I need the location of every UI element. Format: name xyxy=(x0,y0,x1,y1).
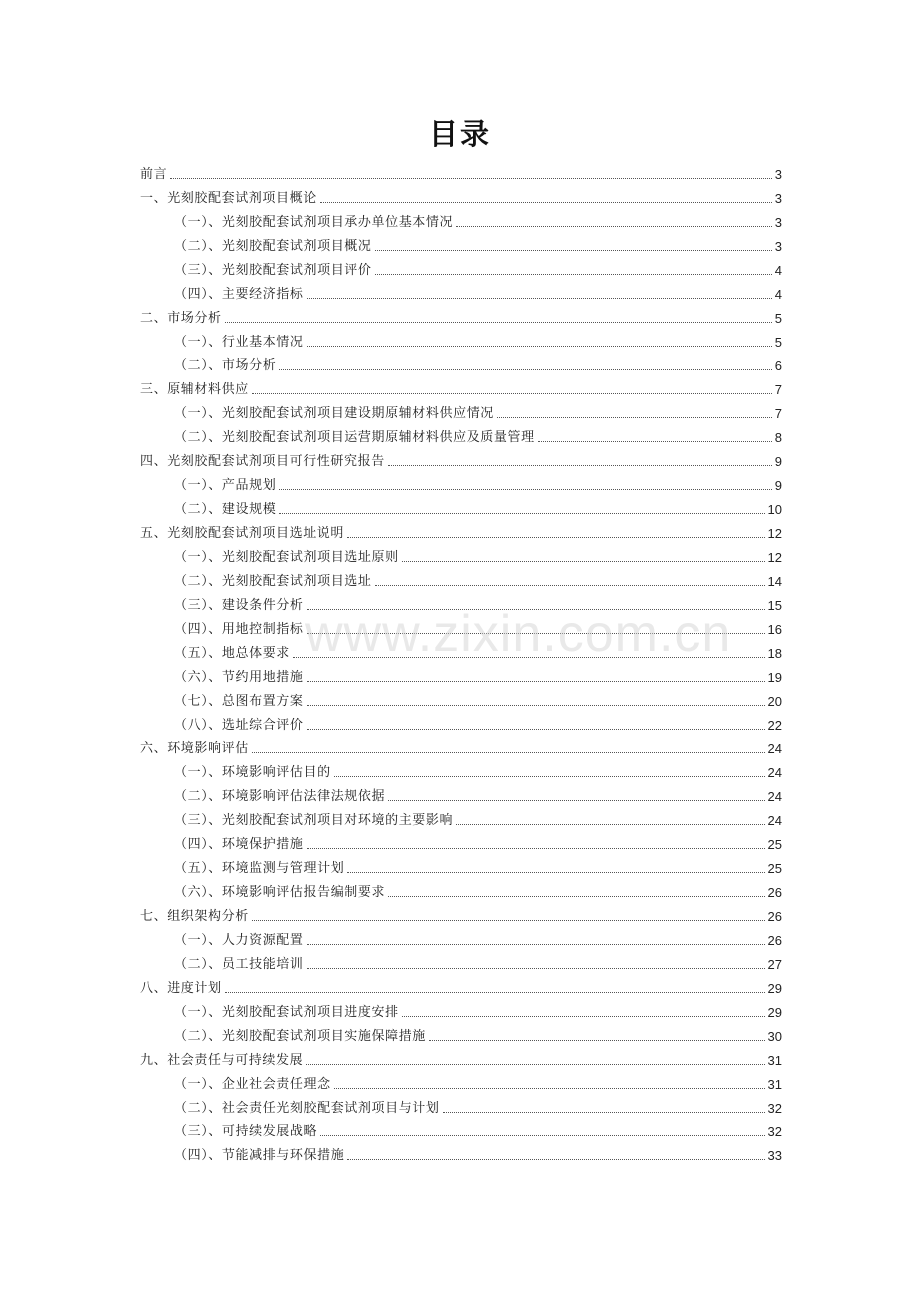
page-title: 目录 xyxy=(428,117,491,151)
dot-leader xyxy=(347,872,764,873)
dot-leader xyxy=(497,417,772,418)
toc-subentry[interactable] xyxy=(140,353,782,377)
toc-page-number: 26 xyxy=(767,909,782,924)
dot-leader xyxy=(307,346,772,347)
toc-entry-title: （一）、光刻胶配套试剂项目选址原则 xyxy=(174,549,399,565)
toc-subentry[interactable] xyxy=(140,424,782,448)
dot-leader xyxy=(225,992,765,993)
toc-entry[interactable] xyxy=(140,903,782,927)
toc-entry-title: （一）、光刻胶配套试剂项目建设期原辅材料供应情况 xyxy=(174,406,494,422)
toc-page-number: 7 xyxy=(774,406,782,422)
dot-leader xyxy=(307,848,765,849)
dot-leader xyxy=(456,824,764,825)
toc-entry-title: （六）、节约用地措施 xyxy=(174,669,304,685)
dot-leader xyxy=(225,322,772,323)
table-of-contents xyxy=(140,161,782,1166)
dot-leader xyxy=(252,752,765,753)
dot-leader xyxy=(252,393,772,394)
toc-entry-title: （二）、员工技能培训 xyxy=(174,956,304,972)
toc-subentry[interactable] xyxy=(140,783,782,807)
toc-entry-title: 一、光刻胶配套试剂项目概论 xyxy=(140,190,317,206)
toc-subentry[interactable] xyxy=(140,400,782,424)
dot-leader xyxy=(429,1040,765,1041)
toc-entry-title: （三）、光刻胶配套试剂项目对环境的主要影响 xyxy=(174,813,454,829)
toc-entry[interactable] xyxy=(140,975,782,999)
toc-entry-title: （二）、建设规模 xyxy=(174,502,277,518)
dot-leader xyxy=(307,681,765,682)
dot-leader xyxy=(456,226,772,227)
toc-entry-title: （二）、光刻胶配套试剂项目选址 xyxy=(174,573,372,589)
toc-page-number: 25 xyxy=(767,861,782,877)
toc-page-number: 15 xyxy=(767,597,782,613)
toc-subentry[interactable] xyxy=(140,544,782,568)
dot-leader xyxy=(402,561,765,562)
toc-page-number: 25 xyxy=(767,837,782,853)
toc-page-number: 29 xyxy=(767,980,782,996)
toc-subentry[interactable] xyxy=(140,1142,782,1166)
toc-page-number: 16 xyxy=(767,621,782,637)
toc-page-number: 24 xyxy=(767,741,782,757)
dot-leader xyxy=(388,465,772,466)
toc-page-number: 30 xyxy=(767,1028,782,1044)
toc-entry-title: （二）、光刻胶配套试剂项目运营期原辅材料供应及质量管理 xyxy=(174,430,535,446)
toc-page-number: 4 xyxy=(774,286,782,302)
toc-entry-title: （四）、用地控制指标 xyxy=(174,621,304,637)
toc-entry-title: 四、光刻胶配套试剂项目可行性研究报告 xyxy=(140,454,385,470)
toc-subentry[interactable] xyxy=(140,329,782,353)
toc-entry-title: （二）、社会责任光刻胶配套试剂项目与计划 xyxy=(174,1100,440,1116)
toc-subentry[interactable] xyxy=(140,759,782,783)
dot-leader xyxy=(320,202,772,203)
dot-leader xyxy=(307,298,772,299)
dot-leader xyxy=(307,609,765,610)
toc-subentry[interactable] xyxy=(140,281,782,305)
toc-entry-title: （四）、环境保护措施 xyxy=(174,837,304,853)
toc-page-number: 7 xyxy=(774,382,782,398)
toc-page-number: 26 xyxy=(767,885,782,901)
toc-entry-title: （三）、光刻胶配套试剂项目评价 xyxy=(174,262,372,278)
dot-leader xyxy=(375,250,772,251)
toc-entry-title: （三）、建设条件分析 xyxy=(174,597,304,613)
toc-page-number: 12 xyxy=(767,526,782,541)
toc-page-number: 3 xyxy=(774,190,782,206)
toc-page-number: 24 xyxy=(767,765,782,781)
dot-leader xyxy=(402,1016,765,1017)
toc-entry-title: （八）、选址综合评价 xyxy=(174,717,304,733)
toc-page-number: 27 xyxy=(767,956,782,972)
toc-entry-title: （五）、环境监测与管理计划 xyxy=(174,861,345,877)
toc-subentry[interactable] xyxy=(140,640,782,664)
toc-page-number: 9 xyxy=(774,454,782,470)
toc-subentry[interactable] xyxy=(140,712,782,736)
toc-page-number: 10 xyxy=(767,502,782,518)
toc-entry[interactable] xyxy=(140,185,782,209)
dot-leader xyxy=(252,920,765,921)
dot-leader xyxy=(307,729,765,730)
toc-subentry[interactable] xyxy=(140,1023,782,1047)
toc-page-number: 3 xyxy=(774,238,782,254)
dot-leader xyxy=(347,1159,764,1160)
toc-page-number: 24 xyxy=(767,813,782,829)
toc-page-number: 31 xyxy=(767,1052,782,1068)
toc-entry-title: （一）、企业社会责任理念 xyxy=(174,1076,331,1092)
toc-subentry[interactable] xyxy=(140,233,782,257)
toc-page-number: 5 xyxy=(774,334,782,350)
toc-page-number: 3 xyxy=(774,214,782,230)
toc-entry-title: （四）、节能减排与环保措施 xyxy=(174,1148,345,1164)
toc-entry-title: （一）、光刻胶配套试剂项目承办单位基本情况 xyxy=(174,214,454,230)
toc-entry[interactable] xyxy=(140,520,782,544)
dot-leader xyxy=(279,513,764,514)
toc-page-number: 32 xyxy=(767,1124,782,1140)
toc-entry-title: 八、进度计划 xyxy=(140,980,222,996)
toc-subentry[interactable] xyxy=(140,496,782,520)
toc-subentry[interactable] xyxy=(140,568,782,592)
toc-page-number: 6 xyxy=(774,358,782,374)
toc-entry-title: （二）、环境影响评估法律法规依据 xyxy=(174,789,386,805)
toc-subentry[interactable] xyxy=(140,257,782,281)
dot-leader xyxy=(307,944,765,945)
toc-page-number: 4 xyxy=(774,262,782,278)
toc-entry-title: （七）、总图布置方案 xyxy=(174,693,304,709)
toc-subentry[interactable] xyxy=(140,927,782,951)
toc-subentry[interactable] xyxy=(140,1071,782,1095)
toc-entry-title: （二）、市场分析 xyxy=(174,358,277,374)
dot-leader xyxy=(334,1088,765,1089)
toc-page-number: 18 xyxy=(767,645,782,661)
dot-leader xyxy=(307,705,765,706)
dot-leader xyxy=(306,1064,764,1065)
toc-subentry[interactable] xyxy=(140,855,782,879)
dot-leader xyxy=(538,441,772,442)
dot-leader xyxy=(375,274,772,275)
toc-subentry[interactable] xyxy=(140,831,782,855)
toc-entry[interactable] xyxy=(140,1047,782,1071)
toc-page-number: 3 xyxy=(774,166,782,182)
toc-entry-title: 五、光刻胶配套试剂项目选址说明 xyxy=(140,526,345,541)
toc-page-number: 32 xyxy=(767,1100,782,1116)
toc-page-number: 8 xyxy=(774,430,782,446)
toc-page-number: 29 xyxy=(767,1004,782,1020)
toc-entry[interactable] xyxy=(140,376,782,400)
toc-entry-title: 三、原辅材料供应 xyxy=(140,382,249,398)
toc-entry-title: （一）、行业基本情况 xyxy=(174,334,304,350)
toc-entry-title: （一）、人力资源配置 xyxy=(174,932,304,948)
toc-subentry[interactable] xyxy=(140,209,782,233)
toc-page-number: 31 xyxy=(767,1076,782,1092)
dot-leader xyxy=(320,1135,764,1136)
toc-subentry[interactable] xyxy=(140,807,782,831)
toc-entry-title: （四）、主要经济指标 xyxy=(174,286,304,302)
toc-entry[interactable] xyxy=(140,305,782,329)
toc-page-number: 26 xyxy=(767,932,782,948)
toc-entry[interactable] xyxy=(140,448,782,472)
dot-leader xyxy=(388,800,764,801)
toc-entry-title: 九、社会责任与可持续发展 xyxy=(140,1052,304,1068)
dot-leader xyxy=(347,537,765,538)
toc-page-number: 24 xyxy=(767,789,782,805)
toc-page-number: 9 xyxy=(774,478,782,494)
toc-subentry[interactable] xyxy=(140,592,782,616)
toc-page-number: 19 xyxy=(767,669,782,685)
toc-entry-title: （二）、光刻胶配套试剂项目实施保障措施 xyxy=(174,1028,426,1044)
toc-subentry[interactable] xyxy=(140,616,782,640)
dot-leader xyxy=(279,369,771,370)
toc-entry-title: （一）、环境影响评估目的 xyxy=(174,765,331,781)
toc-subentry[interactable] xyxy=(140,879,782,903)
dot-leader xyxy=(279,489,771,490)
toc-entry-title: （六）、环境影响评估报告编制要求 xyxy=(174,885,386,901)
toc-subentry[interactable] xyxy=(140,1095,782,1119)
toc-entry-title: （五）、地总体要求 xyxy=(174,645,290,661)
dot-leader xyxy=(375,585,765,586)
dot-leader xyxy=(293,657,765,658)
toc-entry-title: 前言 xyxy=(140,166,168,182)
toc-subentry[interactable] xyxy=(140,951,782,975)
dot-leader xyxy=(334,776,765,777)
toc-subentry[interactable] xyxy=(140,1119,782,1143)
toc-page-number: 33 xyxy=(767,1148,782,1164)
toc-page-number: 20 xyxy=(767,693,782,709)
toc-subentry[interactable] xyxy=(140,688,782,712)
toc-entry-title: （三）、可持续发展战略 xyxy=(174,1124,318,1140)
dot-leader xyxy=(388,896,764,897)
toc-subentry[interactable] xyxy=(140,664,782,688)
toc-subentry[interactable] xyxy=(140,472,782,496)
toc-entry[interactable] xyxy=(140,161,782,185)
dot-leader xyxy=(307,633,765,634)
dot-leader xyxy=(443,1112,765,1113)
toc-entry[interactable] xyxy=(140,736,782,760)
toc-entry-title: （二）、光刻胶配套试剂项目概况 xyxy=(174,238,372,254)
toc-subentry[interactable] xyxy=(140,999,782,1023)
toc-page-number: 5 xyxy=(774,310,782,326)
dot-leader xyxy=(170,178,772,179)
toc-entry-title: （一）、光刻胶配套试剂项目进度安排 xyxy=(174,1004,399,1020)
toc-entry-title: 六、环境影响评估 xyxy=(140,741,249,757)
toc-page-number: 22 xyxy=(767,717,782,733)
dot-leader xyxy=(307,968,765,969)
toc-entry-title: 七、组织架构分析 xyxy=(140,909,249,924)
toc-page-number: 14 xyxy=(767,573,782,589)
toc-page-number: 12 xyxy=(767,549,782,565)
toc-entry-title: （一）、产品规划 xyxy=(174,478,277,494)
watermark: www.zixin.com.cn xyxy=(305,605,732,663)
toc-entry-title: 二、市场分析 xyxy=(140,310,222,326)
